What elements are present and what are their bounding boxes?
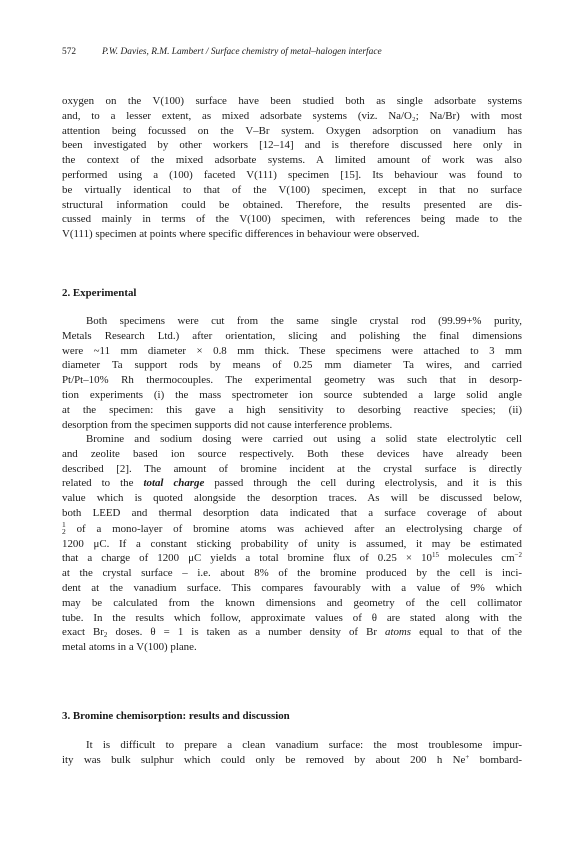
text-line: Bromine and sodium dosing were carried out using a solid state electrolytic cell [86,433,522,445]
text-line: Pt/Pt–10% Rh thermocouples. The experimental geometry was such that in desorp- [62,374,522,387]
fraction-one-half: 1 2 [62,519,66,536]
text-line: exact $Br_2$ doses. θ = 1 is taken as a number density of Br atoms equal to that of the [62,626,522,640]
text-line: metal atoms in a V(100) plane. [62,641,197,654]
emphasis-atoms: atoms [385,626,412,639]
text-line: be virtually identical to that of the V(100) specimen, except in that no surface [62,183,522,196]
text-line: ity was bulk sulphur which could only be removed by about 200 h Ne+ bombard- [62,752,523,766]
text-line: Metals Research Ltd.) after orientation, slicing and polishing the final dimensions [62,329,522,342]
text-line: were ~11 mm diameter × 0.8 mm thick. These specimens were attached to 3 mm [62,344,522,357]
text-line: attention being focussed on the V–Br system. Oxygen adsorption on vanadium has [62,124,522,137]
text-line: the context of the mixed adsorbate systems. A limited amount of work was also [62,154,522,167]
bromine-paragraph [62,738,522,768]
page-number: 572 [62,47,77,57]
text-line: dent at the vanadium surface. This compares favourably with a value of 9% which [62,581,522,594]
section-heading-bromine: 3. Bromine chemisorption: results and discussion [62,710,290,722]
text-line: Both specimens were cut from the same single crystal rod (99.99+% purity, [86,315,522,327]
text-line: tion experiments (i) the mass spectrometer ion source subtended a large solid angle [62,388,522,401]
text-line: cussed mainly in terms of the V(100) specimen, with references being made to the [62,213,522,226]
text-line: V(111) specimen at points where specific differences in behaviour were observed. [62,228,420,241]
text-line: 1 2 of a mono-layer of bromine atoms was achieved after an electrolysing charge of [62,519,522,536]
text-line: that a charge of 1200 μC yields a total bromine flux of $0.25 \times 10^{15}$ molecules $cm^{-2}$ [62,551,522,565]
text-line: at the specimen: this gave a high sensitivity to desorbing reactive species; (ii) [62,403,522,416]
running-head-title: P.W. Davies, R.M. Lambert / Surface chemistry of metal–halogen interface [102,47,382,57]
text-line: at the crystal surface – i.e. about 8% of the bromine produced by the cell is inci- [62,567,522,580]
intro-paragraph [62,94,522,242]
text-line: may be calculated from the known dimensions and geometry of the cell collimator [62,596,522,609]
section-heading-experimental: 2. Experimental [62,287,137,299]
text-line: described [2]. The amount of bromine incident at the crystal surface is directly [62,462,522,475]
text-line: It is difficult to prepare a clean vanadium surface: the most troublesome impur- [86,739,522,751]
experimental-paragraph-1 [62,314,522,432]
text-line: been investigated by other workers [12–14] and is therefore discussed here only in [62,139,522,152]
text-line: oxygen on the V(100) surface have been studied both as single adsorbate systems [62,95,522,107]
text-line: both LEED and thermal desorption data indicated that a surface coverage of about [62,506,522,519]
text-line: diameter Ta support rods by means of 0.25 mm diameter Ta wires, and carried [62,359,522,372]
emphasis-total-charge: total charge [143,477,205,490]
text-line: 1200 μC. If a constant sticking probability of unity is assumed, it may be estimated [62,537,522,550]
text-line: tube. In the results which follow, approximate values of θ are stated along with the [62,611,522,624]
text-line: desorption from the specimen supports did not cause interference problems. [62,418,393,431]
text-line: structural information could be obtained. Therefore, the results presented are dis- [62,198,522,211]
text-line: value which is quoted alongside the desorption traces. As will be discussed below, [62,492,522,505]
experimental-paragraph-2 [62,432,522,655]
text-line: related to the total charge passed through the cell during electrolysis, and it is this [62,477,522,490]
text-line: and, to a lesser extent, as mixed adsorbate systems (viz. Na/O₂; Na/Br) with most [62,109,522,122]
text-line: and zeolite based ion source respectively. Both these devices have already been [62,447,522,460]
text-line: performed using a (100) faceted V(111) specimen [15]. Its behaviour was found to [62,168,522,181]
running-header [62,47,522,57]
